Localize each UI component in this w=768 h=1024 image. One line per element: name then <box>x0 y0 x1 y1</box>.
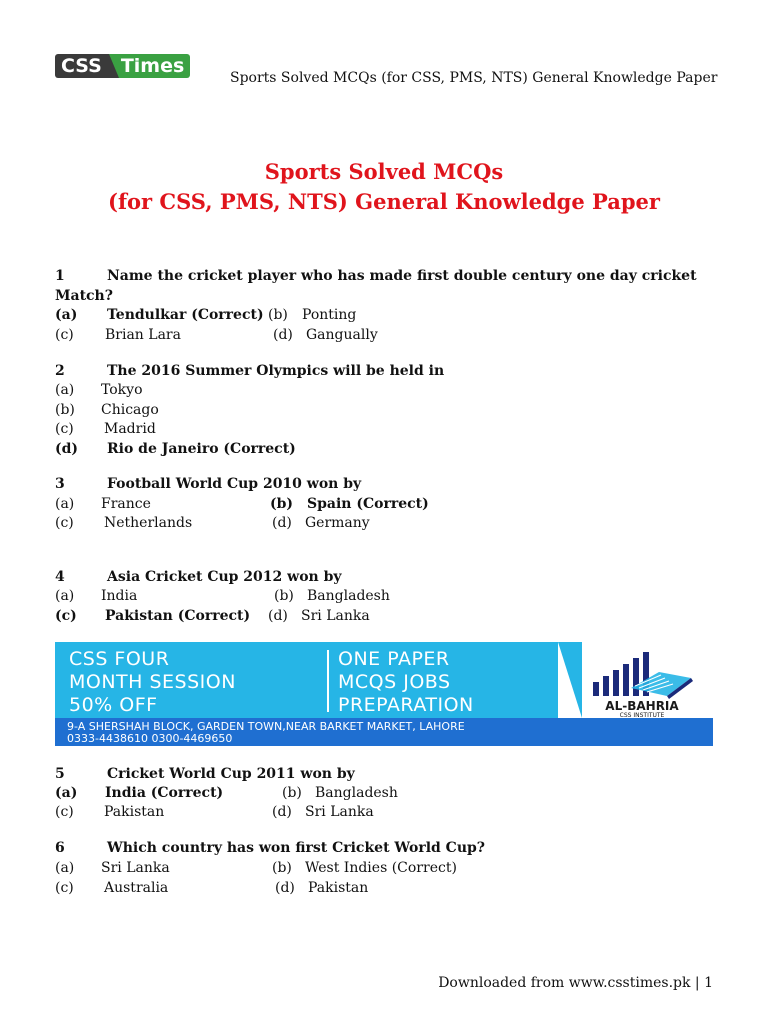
running-header-title: Sports Solved MCQs (for CSS, PMS, NTS) General Knowledge Paper <box>230 70 718 86</box>
option-text: France <box>101 496 151 512</box>
option-text: Chicago <box>101 402 159 418</box>
option-key: (a) <box>55 588 75 604</box>
option-key: (b) <box>55 402 75 418</box>
option-key: (b) <box>268 307 288 323</box>
option-text-correct: Rio de Janeiro (Correct) <box>107 441 296 457</box>
option-key: (c) <box>55 327 74 343</box>
al-bahria-brand-name: AL-BAHRIA <box>605 699 679 713</box>
option-text: Bangladesh <box>315 785 398 801</box>
question-text: Name the cricket player who has made first double century one day cricket <box>107 268 697 284</box>
option-text: India <box>101 588 138 604</box>
option-key: (a) <box>55 496 75 512</box>
banner-phones: 0333-4438610 0300-4469650 <box>67 732 233 745</box>
option-text-correct: Spain (Correct) <box>307 496 429 512</box>
page-title-line1: Sports Solved MCQs <box>264 159 504 184</box>
banner-right-line2: MCQS JOBS <box>338 671 451 693</box>
option-key: (b) <box>282 785 302 801</box>
question-text: The 2016 Summer Olympics will be held in <box>107 363 445 379</box>
option-text: Pakistan <box>104 804 165 820</box>
option-key: (d) <box>268 608 288 624</box>
option-key: (a) <box>55 307 78 323</box>
al-bahria-brand-sub: CSS INSTITUTE <box>619 712 665 719</box>
question-number: 2 <box>55 363 65 379</box>
question-number: 6 <box>55 840 65 856</box>
logo-css-text: CSS <box>55 54 109 78</box>
option-key: (c) <box>55 421 74 437</box>
al-bahria-ad-banner[interactable] <box>55 642 713 746</box>
option-key: (c) <box>55 515 74 531</box>
option-key: (d) <box>273 327 293 343</box>
option-text-correct: Pakistan (Correct) <box>105 608 251 624</box>
page-footer: Downloaded from www.csstimes.pk | 1 <box>438 975 713 991</box>
banner-address: 9-A SHERSHAH BLOCK, GARDEN TOWN,NEAR BARKET MARKET, LAHORE <box>67 720 465 733</box>
option-key: (a) <box>55 860 75 876</box>
question-number: 1 <box>55 268 65 284</box>
banner-divider <box>327 650 329 712</box>
option-text-correct: India (Correct) <box>105 785 224 801</box>
banner-right-line3: PREPARATION <box>338 694 474 716</box>
question-number: 3 <box>55 476 65 492</box>
option-text: Gangually <box>306 327 378 343</box>
option-key: (b) <box>272 860 292 876</box>
logo-times-text: Times <box>119 54 190 78</box>
question-text: Football World Cup 2010 won by <box>107 476 362 492</box>
option-text: Bangladesh <box>307 588 390 604</box>
page-title-line2: (for CSS, PMS, NTS) General Knowledge Paper <box>108 189 660 214</box>
option-text: Sri Lanka <box>305 804 374 820</box>
option-key: (d) <box>275 880 295 896</box>
question-number: 4 <box>55 569 65 585</box>
option-key: (c) <box>55 608 77 624</box>
option-key: (d) <box>55 441 79 457</box>
option-text: Australia <box>104 880 169 896</box>
banner-left-line2: MONTH SESSION <box>69 671 236 693</box>
option-key: (a) <box>55 382 75 398</box>
option-key: (a) <box>55 785 78 801</box>
option-key: (b) <box>270 496 294 512</box>
option-key: (d) <box>272 804 292 820</box>
logo-slash <box>109 54 119 78</box>
question-text: Which country has won first Cricket World Cup? <box>107 840 485 856</box>
option-text: Tokyo <box>101 382 143 398</box>
banner-left-line3: 50% OFF <box>69 694 158 716</box>
option-key: (c) <box>55 804 74 820</box>
banner-right-line1: ONE PAPER <box>338 648 450 670</box>
option-text: Sri Lanka <box>101 860 170 876</box>
question-text: Asia Cricket Cup 2012 won by <box>107 569 342 585</box>
option-key: (d) <box>272 515 292 531</box>
option-text: Sri Lanka <box>301 608 370 624</box>
option-key: (c) <box>55 880 74 896</box>
option-text: Netherlands <box>104 515 193 531</box>
option-text: Germany <box>305 515 370 531</box>
option-text: Ponting <box>302 307 357 323</box>
option-text: Madrid <box>104 421 156 437</box>
option-text: Pakistan <box>308 880 369 896</box>
option-text-correct: Tendulkar (Correct) <box>107 307 264 323</box>
banner-left-line1: CSS FOUR <box>69 648 170 670</box>
question-text: Cricket World Cup 2011 won by <box>107 766 355 782</box>
csstimes-logo <box>55 54 190 78</box>
option-text: West Indies (Correct) <box>305 860 457 876</box>
question-text-continued: Match? <box>55 288 113 304</box>
option-text: Brian Lara <box>105 327 181 343</box>
question-number: 5 <box>55 766 65 782</box>
option-key: (b) <box>274 588 294 604</box>
